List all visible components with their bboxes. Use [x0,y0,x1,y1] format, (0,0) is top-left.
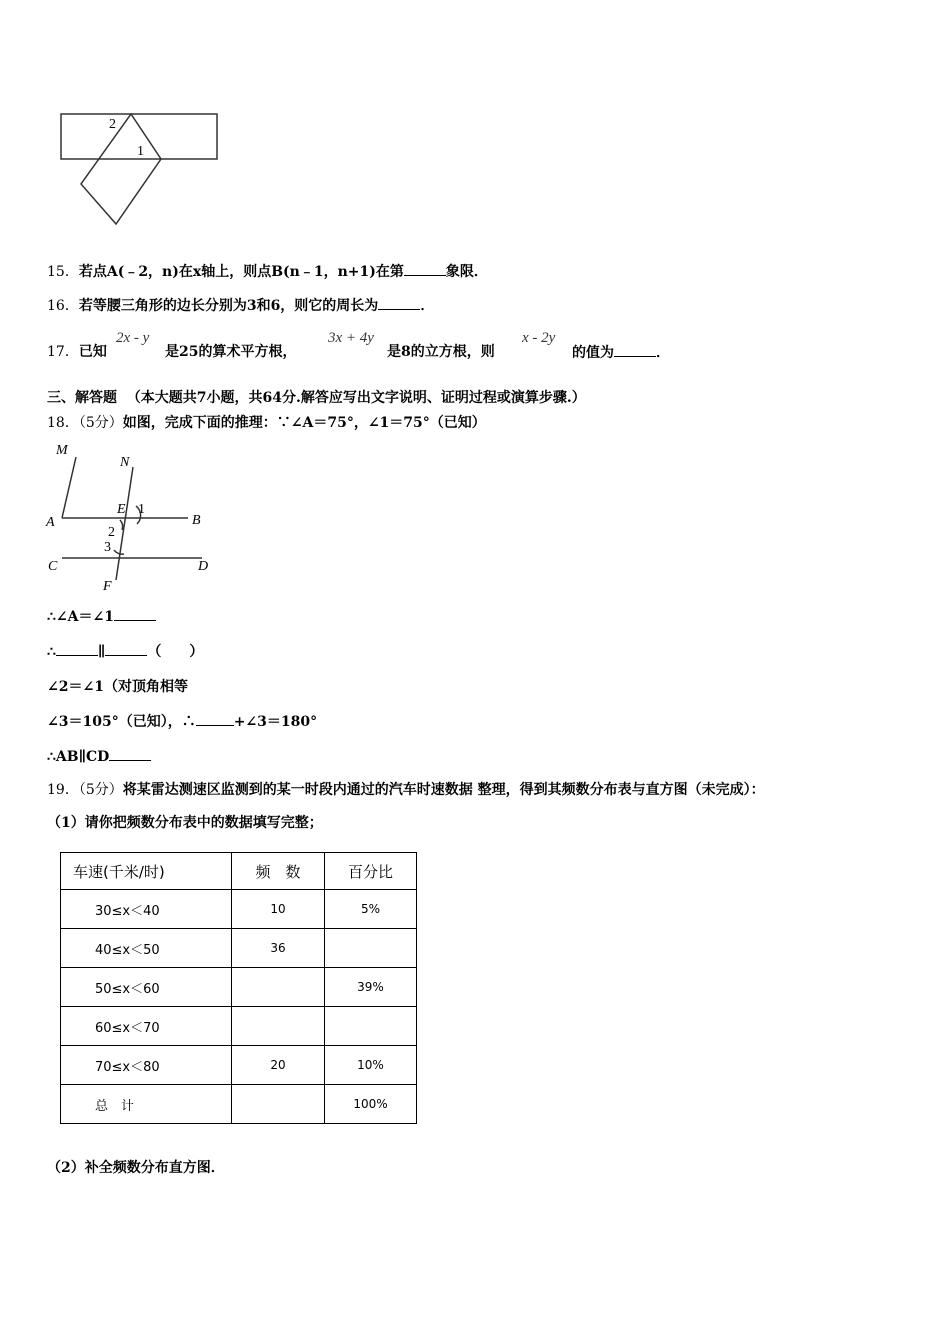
cell-frequency [232,968,325,1007]
cell-range: 50≤x＜60 [61,968,232,1007]
section-3-heading: 三、解答题 （本大题共7小题，共64分.解答应写出文字说明、证明过程或演算步骤.） [47,390,586,406]
question-19-sub-2: （2）补全频数分布直方图． [47,1160,225,1176]
expr-x-2y: x - 2y [522,330,556,346]
header-percent: 百分比 [325,853,417,890]
cell-percent: 10% [325,1046,417,1085]
cell-total-label: 总 计 [61,1085,232,1124]
cell-percent: 5% [325,890,417,929]
q18-step-3: ∠2＝∠1（对顶角相等 [47,679,188,695]
table-header-row [61,853,417,890]
label-C: C [48,559,58,574]
frequency-table [60,852,417,1124]
question-15: 15．若点A(﹣2，n)在x轴上，则点B(n﹣1，n+1)在第 象限． [47,261,488,282]
question-17: 17．已知 [47,344,107,360]
table-row [61,1046,417,1085]
cell-percent [325,929,417,968]
table-row [61,929,417,968]
question-16: 16．若等腰三角形的边长分别为3和6，则它的周长为 ． [47,295,434,316]
angle-label-2: 2 [108,525,115,540]
angle-label-3: 3 [104,540,111,555]
cell-percent: 100% [325,1085,417,1124]
cell-frequency: 36 [232,929,325,968]
cell-range: 30≤x＜40 [61,890,232,929]
header-frequency: 频 数 [232,853,325,890]
cell-percent [325,1007,417,1046]
label-A: A [46,515,55,530]
figure-parallel-lines [40,440,220,592]
question-17-part2: 是25的算术平方根， [165,344,297,360]
q18-step-1: ∴∠A＝∠1 [47,606,156,627]
table-row [61,1007,417,1046]
label-E: E [117,502,126,517]
question-17-part3: 是8的立方根，则 [387,344,495,360]
header-speed: 车速(千米/时) [61,853,232,890]
question-18: 18．（5分）如图，完成下面的推理：∵∠A＝75°，∠1＝75°（已知） [47,415,486,431]
cell-frequency: 10 [232,890,325,929]
q18-step-5: ∴AB∥CD [47,746,151,767]
q18-step-4: ∠3＝105°（已知），∴ +∠3＝180° [47,711,317,732]
cell-range: 40≤x＜50 [61,929,232,968]
label-N: N [120,455,130,470]
label-F: F [103,579,112,592]
table-row [61,968,417,1007]
expr-3x-4y: 3x + 4y [328,330,374,346]
angle-1-label: 1 [137,144,144,159]
question-19-sub-1: （1）请你把频数分布表中的数据填写完整； [47,815,323,831]
question-17-part4: 的值为 ． [572,342,670,363]
cell-range: 70≤x＜80 [61,1046,232,1085]
q18-step-2: ∴ ∥ （ ） [47,641,203,662]
expr-2x-y: 2x - y [116,330,150,346]
angle-label-1: 1 [138,502,145,517]
cell-percent: 39% [325,968,417,1007]
figure-strip-rhombus [55,108,225,233]
cell-frequency [232,1007,325,1046]
table-row-total [61,1085,417,1124]
cell-frequency [232,1085,325,1124]
cell-frequency: 20 [232,1046,325,1085]
label-B: B [192,513,201,528]
table-row [61,890,417,929]
angle-2-label: 2 [109,117,116,132]
label-M: M [56,443,68,458]
cell-range: 60≤x＜70 [61,1007,232,1046]
label-D: D [198,559,209,574]
question-19: 19．（5分）将某雷达测速区监测到的某一时段内通过的汽车时速数据 整理，得到其频数分布表与直方图（未完成）： [47,782,765,798]
